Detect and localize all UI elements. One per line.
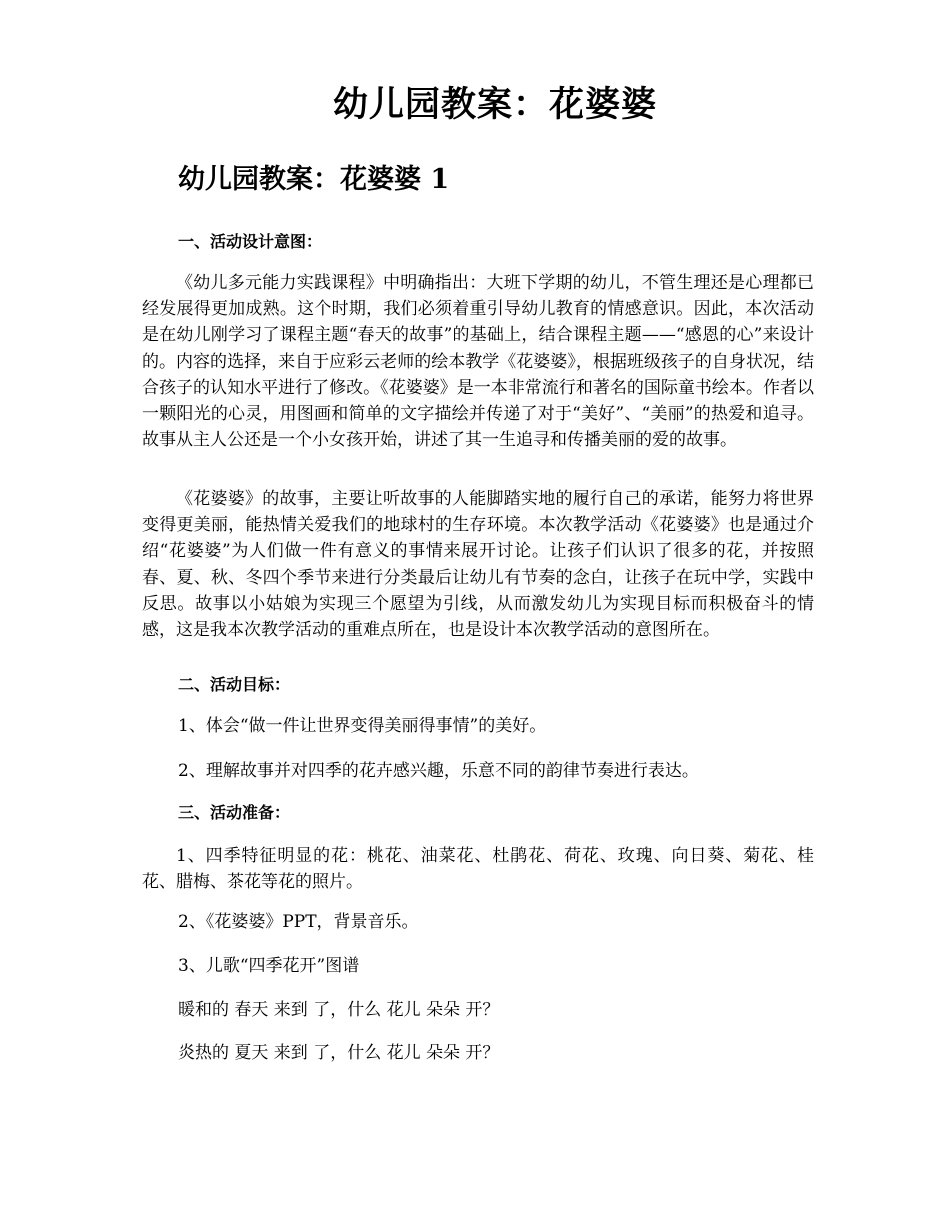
goal-item-1: 1、体会“做一件让世界变得美丽得事情”的美好。: [178, 716, 547, 736]
section-heading-goals: 二、活动目标：: [178, 675, 291, 694]
preparation-item-2: 2、《花婆婆》PPT，背景音乐。: [178, 912, 419, 932]
rhyme-line-summer: 炎热的 夏天 来到 了，什么 花儿 朵朵 开？: [178, 1043, 500, 1063]
rhyme-line-spring: 暖和的 春天 来到 了，什么 花儿 朵朵 开？: [178, 1000, 500, 1020]
preparation-item-1: 1、四季特征明显的花：桃花、油菜花、杜鹃花、荷花、玫瑰、向日葵、菊花、桂花、腊梅、茶花等花的照片。: [142, 846, 814, 893]
section-heading-design-intent: 一、活动设计意图：: [178, 232, 323, 251]
lesson-subtitle: 幼儿园教案：花婆婆 1: [178, 164, 450, 195]
paragraph-design-intent-2: 《花婆婆》的故事，主要让听故事的人能脚踏实地的履行自己的承诺，能努力将世界变得更美丽，能热情关爱我们的地球村的生存环境。本次教学活动《花婆婆》也是通过介绍“花婆婆”为人们做一件有意义的事情来展开讨论。让孩子们认识了很多的花，并按照春、夏、秋、冬四个季节来进行分类最后让幼儿有节奏的念白，让孩子在玩中学，实践中反思。故事以小姑娘为实现三个愿望为引线，从而激发幼儿为实现目标而积极奋斗的情感，这是我本次教学活动的重难点所在，也是设计本次教学活动的意图所在。: [142, 489, 814, 641]
preparation-item-3: 3、儿歌“四季花开”图谱: [178, 956, 360, 976]
goal-item-2: 2、理解故事并对四季的花卉感兴趣，乐意不同的韵律节奏进行表达。: [178, 761, 699, 781]
paragraph-design-intent-1: 《幼儿多元能力实践课程》中明确指出：大班下学期的幼儿，不管生理还是心理都已经发展得更加成熟。这个时期，我们必须着重引导幼儿教育的情感意识。因此，本次活动是在幼儿刚学习了课程主题“春天的故事”的基础上，结合课程主题——“感恩的心”来设计的。内容的选择，来自于应彩云老师的绘本教学《花婆婆》，根据班级孩子的自身状况，结合孩子的认知水平进行了修改。《花婆婆》是一本非常流行和著名的国际童书绘本。作者以一颗阳光的心灵，用图画和简单的文字描绘并传递了对于“美好”、“美丽”的热爱和追寻。故事从主人公还是一个小女孩开始，讲述了其一生追寻和传播美丽的爱的故事。: [142, 273, 814, 451]
document-title: 幼儿园教案：花婆婆: [332, 84, 657, 125]
section-heading-preparation: 三、活动准备：: [178, 803, 291, 822]
